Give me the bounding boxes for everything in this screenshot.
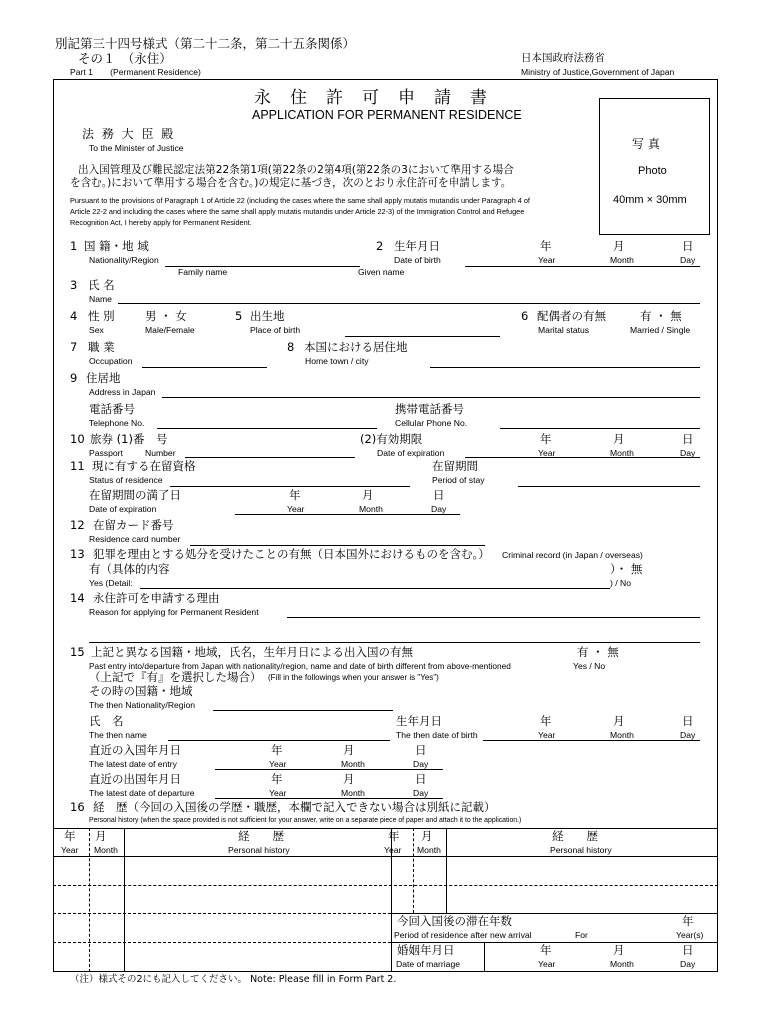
pexp-month-en: Month xyxy=(610,448,634,458)
q10-number-en: Number xyxy=(145,448,176,458)
q10-number: 10 xyxy=(70,432,85,446)
intro-jp-line1: 出入国管理及び難民認定法第22条第1項(第22条の2第4項(第22条の3において準用する場合 xyxy=(78,164,514,176)
cellphone-label-jp: 携帯電話番号 xyxy=(395,402,464,416)
q9-label-jp: 住居地 xyxy=(86,371,121,385)
occupation-field[interactable] xyxy=(142,367,267,368)
hist-left-history-en: Personal history xyxy=(228,845,290,855)
ministry-jp: 日本国政府法務省 xyxy=(521,52,605,64)
hist-right-month-jp: 月 xyxy=(421,829,433,843)
pexp-day-en: Day xyxy=(680,448,696,458)
latest-entry-jp: 直近の入国年月日 xyxy=(89,743,181,757)
cellphone-label-en: Cellular Phone No. xyxy=(395,418,468,428)
q4-label-en: Sex xyxy=(89,325,104,335)
q1-number: 1 xyxy=(70,239,78,253)
depart-month-en: Month xyxy=(341,788,365,798)
history-row-2-bottom-left xyxy=(53,913,391,914)
q7-label-jp: 職 業 xyxy=(88,340,115,354)
q5-number: 5 xyxy=(235,309,243,323)
q8-number: 8 xyxy=(287,340,295,354)
q11-label-en: Status of residence xyxy=(89,475,163,485)
address-field[interactable] xyxy=(162,397,700,398)
depart-year-jp: 年 xyxy=(271,772,283,786)
pexp-month-jp: 月 xyxy=(613,432,625,446)
sex-options-en: Male/Female xyxy=(145,325,195,335)
q2-label-en: Date of birth xyxy=(394,255,441,265)
period-years-jp: 年 xyxy=(682,914,694,928)
then-nationality-jp: その時の国籍・地域 xyxy=(89,684,193,698)
q13-number: 13 xyxy=(70,547,85,561)
pexp-day-jp: 日 xyxy=(682,432,694,446)
criminal-detail-field[interactable] xyxy=(140,588,610,589)
q6-label-jp: 配偶者の有無 xyxy=(537,309,606,323)
sexp-month-en: Month xyxy=(359,504,383,514)
sexp-day-en: Day xyxy=(431,504,447,514)
history-row-3-bottom-left xyxy=(53,942,391,943)
q12-number: 12 xyxy=(70,518,85,532)
q14-number: 14 xyxy=(70,591,85,605)
sexp-day-jp: 日 xyxy=(433,488,445,502)
hist-left-year-jp: 年 xyxy=(64,829,76,843)
hist-left-month-jp: 月 xyxy=(95,829,107,843)
history-row-1-bottom xyxy=(53,885,718,886)
q8-label-jp: 本国における居住地 xyxy=(304,340,408,354)
q12-label-en: Residence card number xyxy=(89,534,181,544)
criminal-no-jp[interactable]: ）・ 無 xyxy=(610,562,643,576)
home-town-field[interactable] xyxy=(430,367,700,368)
q14-label-en: Reason for applying for Permanent Resident xyxy=(89,607,259,617)
entry-day-en: Day xyxy=(413,759,429,769)
q11-number: 11 xyxy=(70,459,85,473)
q15-sub-en: (Fill in the followings when your answer is "Yes") xyxy=(268,673,439,682)
sexp-month-jp: 月 xyxy=(362,488,374,502)
latest-departure-en: The latest date of departure xyxy=(89,788,195,798)
form-reference: 別記第三十四号様式（第二十二条，第二十五条関係） xyxy=(55,36,356,51)
q13-label-en: Criminal record (in Japan / overseas) xyxy=(502,550,643,560)
right-month-history-divider xyxy=(446,828,447,913)
q5-label-en: Place of birth xyxy=(250,325,301,335)
right-year-month-divider xyxy=(413,828,414,913)
entry-year-en: Year xyxy=(269,759,287,769)
q2-label-jp: 生年月日 xyxy=(394,239,440,253)
part-label-jp: その１ （永住） xyxy=(78,51,172,66)
q3-label-jp: 氏 名 xyxy=(88,278,115,292)
photo-size: 40mm × 30mm xyxy=(613,194,687,206)
hist-left-history-jp: 経 歴 xyxy=(238,829,284,843)
photo-label-jp: 写 真 xyxy=(632,137,660,151)
status-field[interactable] xyxy=(170,486,410,487)
stay-expiry-en: Date of expiration xyxy=(89,504,157,514)
sexp-year-en: Year xyxy=(287,504,305,514)
telephone-label-en: Telephone No. xyxy=(89,418,145,428)
pexp-year-en: Year xyxy=(538,448,556,458)
q15-number: 15 xyxy=(70,645,85,659)
intro-en-line3: Recognition Act, I hereby apply for Permanent Resident. xyxy=(70,218,252,227)
entry-year-jp: 年 xyxy=(271,743,283,757)
passport-expiry-en: Date of expiration xyxy=(377,448,445,458)
residence-card-field[interactable] xyxy=(190,545,485,546)
stay-expiry-jp: 在留期間の満了日 xyxy=(89,488,181,502)
entry-day-jp: 日 xyxy=(415,743,427,757)
hist-right-history-en: Personal history xyxy=(550,845,612,855)
addressee-jp: 法 務 大 臣 殿 xyxy=(82,127,176,141)
q5-label-jp: 出生地 xyxy=(250,309,285,323)
depart-day-jp: 日 xyxy=(415,772,427,786)
dob-month-jp: 月 xyxy=(613,239,625,253)
period-for: For xyxy=(575,930,588,940)
footer-note: （注）様式その2にも記入してください。 Note: Please fill in Form Part 2. xyxy=(70,974,397,985)
q3-label-en: Name xyxy=(89,294,112,304)
q15-label-jp: 上記と異なる国籍・地域，氏名，生年月日による出入国の有無 xyxy=(91,645,413,659)
tdob-year-en: Year xyxy=(538,730,556,740)
hist-right-year-jp: 年 xyxy=(388,829,400,843)
q4-number: 4 xyxy=(70,309,78,323)
q7-number: 7 xyxy=(70,340,78,354)
marriage-label-en: Date of marriage xyxy=(396,959,461,969)
period-years-en: Year(s) xyxy=(676,930,704,940)
period-stay-jp: 在留期間 xyxy=(432,459,478,473)
q14-label-jp: 永住許可を申請する理由 xyxy=(93,591,220,605)
pexp-year-jp: 年 xyxy=(540,432,552,446)
hist-left-year-en: Year xyxy=(61,845,79,855)
date-of-birth-field[interactable] xyxy=(465,266,700,267)
period-label-en: Period of residence after new arrival xyxy=(394,930,532,940)
hist-right-history-jp: 経 歴 xyxy=(552,829,598,843)
sex-options-jp[interactable]: 男 ・ 女 xyxy=(145,309,187,323)
q10-label-jp: 旅券 (1)番 号 xyxy=(90,432,168,446)
name-field[interactable] xyxy=(118,303,700,304)
then-nationality-field[interactable] xyxy=(213,710,393,711)
title-jp: 永 住 許 可 申 請 書 xyxy=(254,88,488,108)
dob-year-en: Year xyxy=(538,255,556,265)
mar-year-en: Year xyxy=(538,959,556,969)
dob-month-en: Month xyxy=(610,255,634,265)
q8-label-en: Home town / city xyxy=(305,356,369,366)
q10-passport-en: Passport xyxy=(89,448,123,458)
ministry-en: Ministry of Justice,Government of Japan xyxy=(521,67,675,77)
mar-month-en: Month xyxy=(610,959,634,969)
history-header-bottom xyxy=(53,856,718,857)
q4-label-jp: 性 別 xyxy=(88,309,115,323)
q6-number: 6 xyxy=(521,309,529,323)
criminal-yes-en: Yes (Detail: xyxy=(89,578,133,588)
left-year-month-divider xyxy=(89,828,90,972)
intro-en-line2: Article 22-2 and including the cases where the same shall apply mutatis mutandis under Article 22-3) of the Immigration Control and Refugee xyxy=(70,207,525,216)
family-name-hint: Family name xyxy=(178,267,228,277)
q9-number: 9 xyxy=(70,371,78,385)
tdob-year-jp: 年 xyxy=(540,714,552,728)
hist-right-year-en: Year xyxy=(384,845,402,855)
then-nationality-en: The then Nationality/Region xyxy=(89,700,196,710)
mar-year-jp: 年 xyxy=(540,943,552,957)
tdob-month-en: Month xyxy=(610,730,634,740)
stay-expiry-field[interactable] xyxy=(235,514,460,515)
marital-options-jp[interactable]: 有 ・ 無 xyxy=(640,309,682,323)
then-name-en: The then name xyxy=(89,730,147,740)
q6-label-en: Marital status xyxy=(538,325,590,335)
tdob-day-en: Day xyxy=(680,730,696,740)
q12-label-jp: 在留カード番号 xyxy=(93,518,174,532)
left-month-history-divider xyxy=(124,828,125,972)
marital-options-en: Married / Single xyxy=(630,325,691,335)
marriage-divider xyxy=(484,942,485,972)
depart-month-jp: 月 xyxy=(343,772,355,786)
latest-departure-field[interactable] xyxy=(215,798,443,799)
passport-expiry-field[interactable] xyxy=(465,457,700,458)
passport-expiry-jp: (2)有効期限 xyxy=(360,432,423,446)
dob-day-jp: 日 xyxy=(682,239,694,253)
given-name-hint: Given name xyxy=(358,267,405,277)
part-label-en: Part 1 (Permanent Residence) xyxy=(70,67,201,77)
latest-departure-jp: 直近の出国年月日 xyxy=(89,772,181,786)
tdob-month-jp: 月 xyxy=(613,714,625,728)
intro-en-line1: Pursuant to the provisions of Paragraph 1 of Article 22 (including the cases where the same shall apply mutatis mutandis under Paragraph 4 of xyxy=(70,196,530,205)
cellphone-field[interactable] xyxy=(500,428,700,429)
q1-label-jp: 国 籍・地 域 xyxy=(84,239,149,253)
mar-month-jp: 月 xyxy=(613,943,625,957)
period-stay-field[interactable] xyxy=(518,486,700,487)
dob-year-jp: 年 xyxy=(540,239,552,253)
latest-entry-field[interactable] xyxy=(215,769,443,770)
sexp-year-jp: 年 xyxy=(289,488,301,502)
q15-options-jp[interactable]: 有 ・ 無 xyxy=(577,645,619,659)
criminal-yes-jp[interactable]: 有（具体的内容 xyxy=(89,562,170,576)
marriage-label-jp: 婚姻年月日 xyxy=(397,943,455,957)
history-table-top xyxy=(53,828,718,829)
q1-label-en: Nationality/Region xyxy=(89,255,159,265)
then-name-field[interactable] xyxy=(168,740,390,741)
then-dob-en: The then date of birth xyxy=(396,730,478,740)
q16-label-jp: 経 歴（今回の入国後の学歴・職歴，本欄で記入できない場合は別紙に記載） xyxy=(93,800,496,814)
q15-options-en: Yes / No xyxy=(573,661,606,671)
then-dob-jp: 生年月日 xyxy=(396,714,442,728)
depart-day-en: Day xyxy=(413,788,429,798)
dob-day-en: Day xyxy=(680,255,696,265)
addressee-en: To the Minister of Justice xyxy=(89,143,184,153)
q2-number: 2 xyxy=(376,239,384,253)
entry-month-jp: 月 xyxy=(343,743,355,757)
q16-number: 16 xyxy=(70,800,85,814)
q7-label-en: Occupation xyxy=(89,356,133,366)
then-dob-field[interactable] xyxy=(483,740,700,741)
then-name-jp: 氏 名 xyxy=(89,714,124,728)
period-label-jp: 今回入国後の滞在年数 xyxy=(397,914,512,928)
telephone-label-jp: 電話番号 xyxy=(89,402,135,416)
q3-number: 3 xyxy=(70,278,78,292)
q15-label-en: Past entry into/departure from Japan with nationality/region, name and date of birth different from above-mentioned xyxy=(89,661,511,671)
period-stay-en: Period of stay xyxy=(432,475,485,485)
photo-label-en: Photo xyxy=(638,165,667,177)
mar-day-jp: 日 xyxy=(682,943,694,957)
depart-year-en: Year xyxy=(269,788,287,798)
reason-field-2[interactable] xyxy=(89,642,700,643)
mar-day-en: Day xyxy=(680,959,696,969)
q15-sub-jp: （上記で『有』を選択した場合） xyxy=(89,670,262,684)
latest-entry-en: The latest date of entry xyxy=(89,759,177,769)
q9-label-en: Address in Japan xyxy=(89,387,156,397)
intro-jp-line2: を含む。)において準用する場合を含む。)の規定に基づき，次のとおり永住許可を申請します。 xyxy=(70,177,512,189)
q13-label-jp: 犯罪を理由とする処分を受けたことの有無（日本国外におけるものを含む。） xyxy=(93,547,490,561)
passport-number-field[interactable] xyxy=(185,457,355,458)
hist-left-month-en: Month xyxy=(94,845,118,855)
tdob-day-jp: 日 xyxy=(682,714,694,728)
q16-label-en: Personal history (when the space provided is not sufficient for your answer, write on a separate piece of paper and attach it to the application.) xyxy=(89,817,522,824)
reason-field-1[interactable] xyxy=(287,617,700,618)
telephone-field[interactable] xyxy=(157,428,377,429)
hist-right-month-en: Month xyxy=(417,845,441,855)
criminal-no-en: ) / No xyxy=(610,578,632,588)
place-of-birth-field[interactable] xyxy=(345,336,500,337)
title-en: APPLICATION FOR PERMANENT RESIDENCE xyxy=(252,108,522,122)
entry-month-en: Month xyxy=(341,759,365,769)
q11-label-jp: 現に有する在留資格 xyxy=(92,459,196,473)
